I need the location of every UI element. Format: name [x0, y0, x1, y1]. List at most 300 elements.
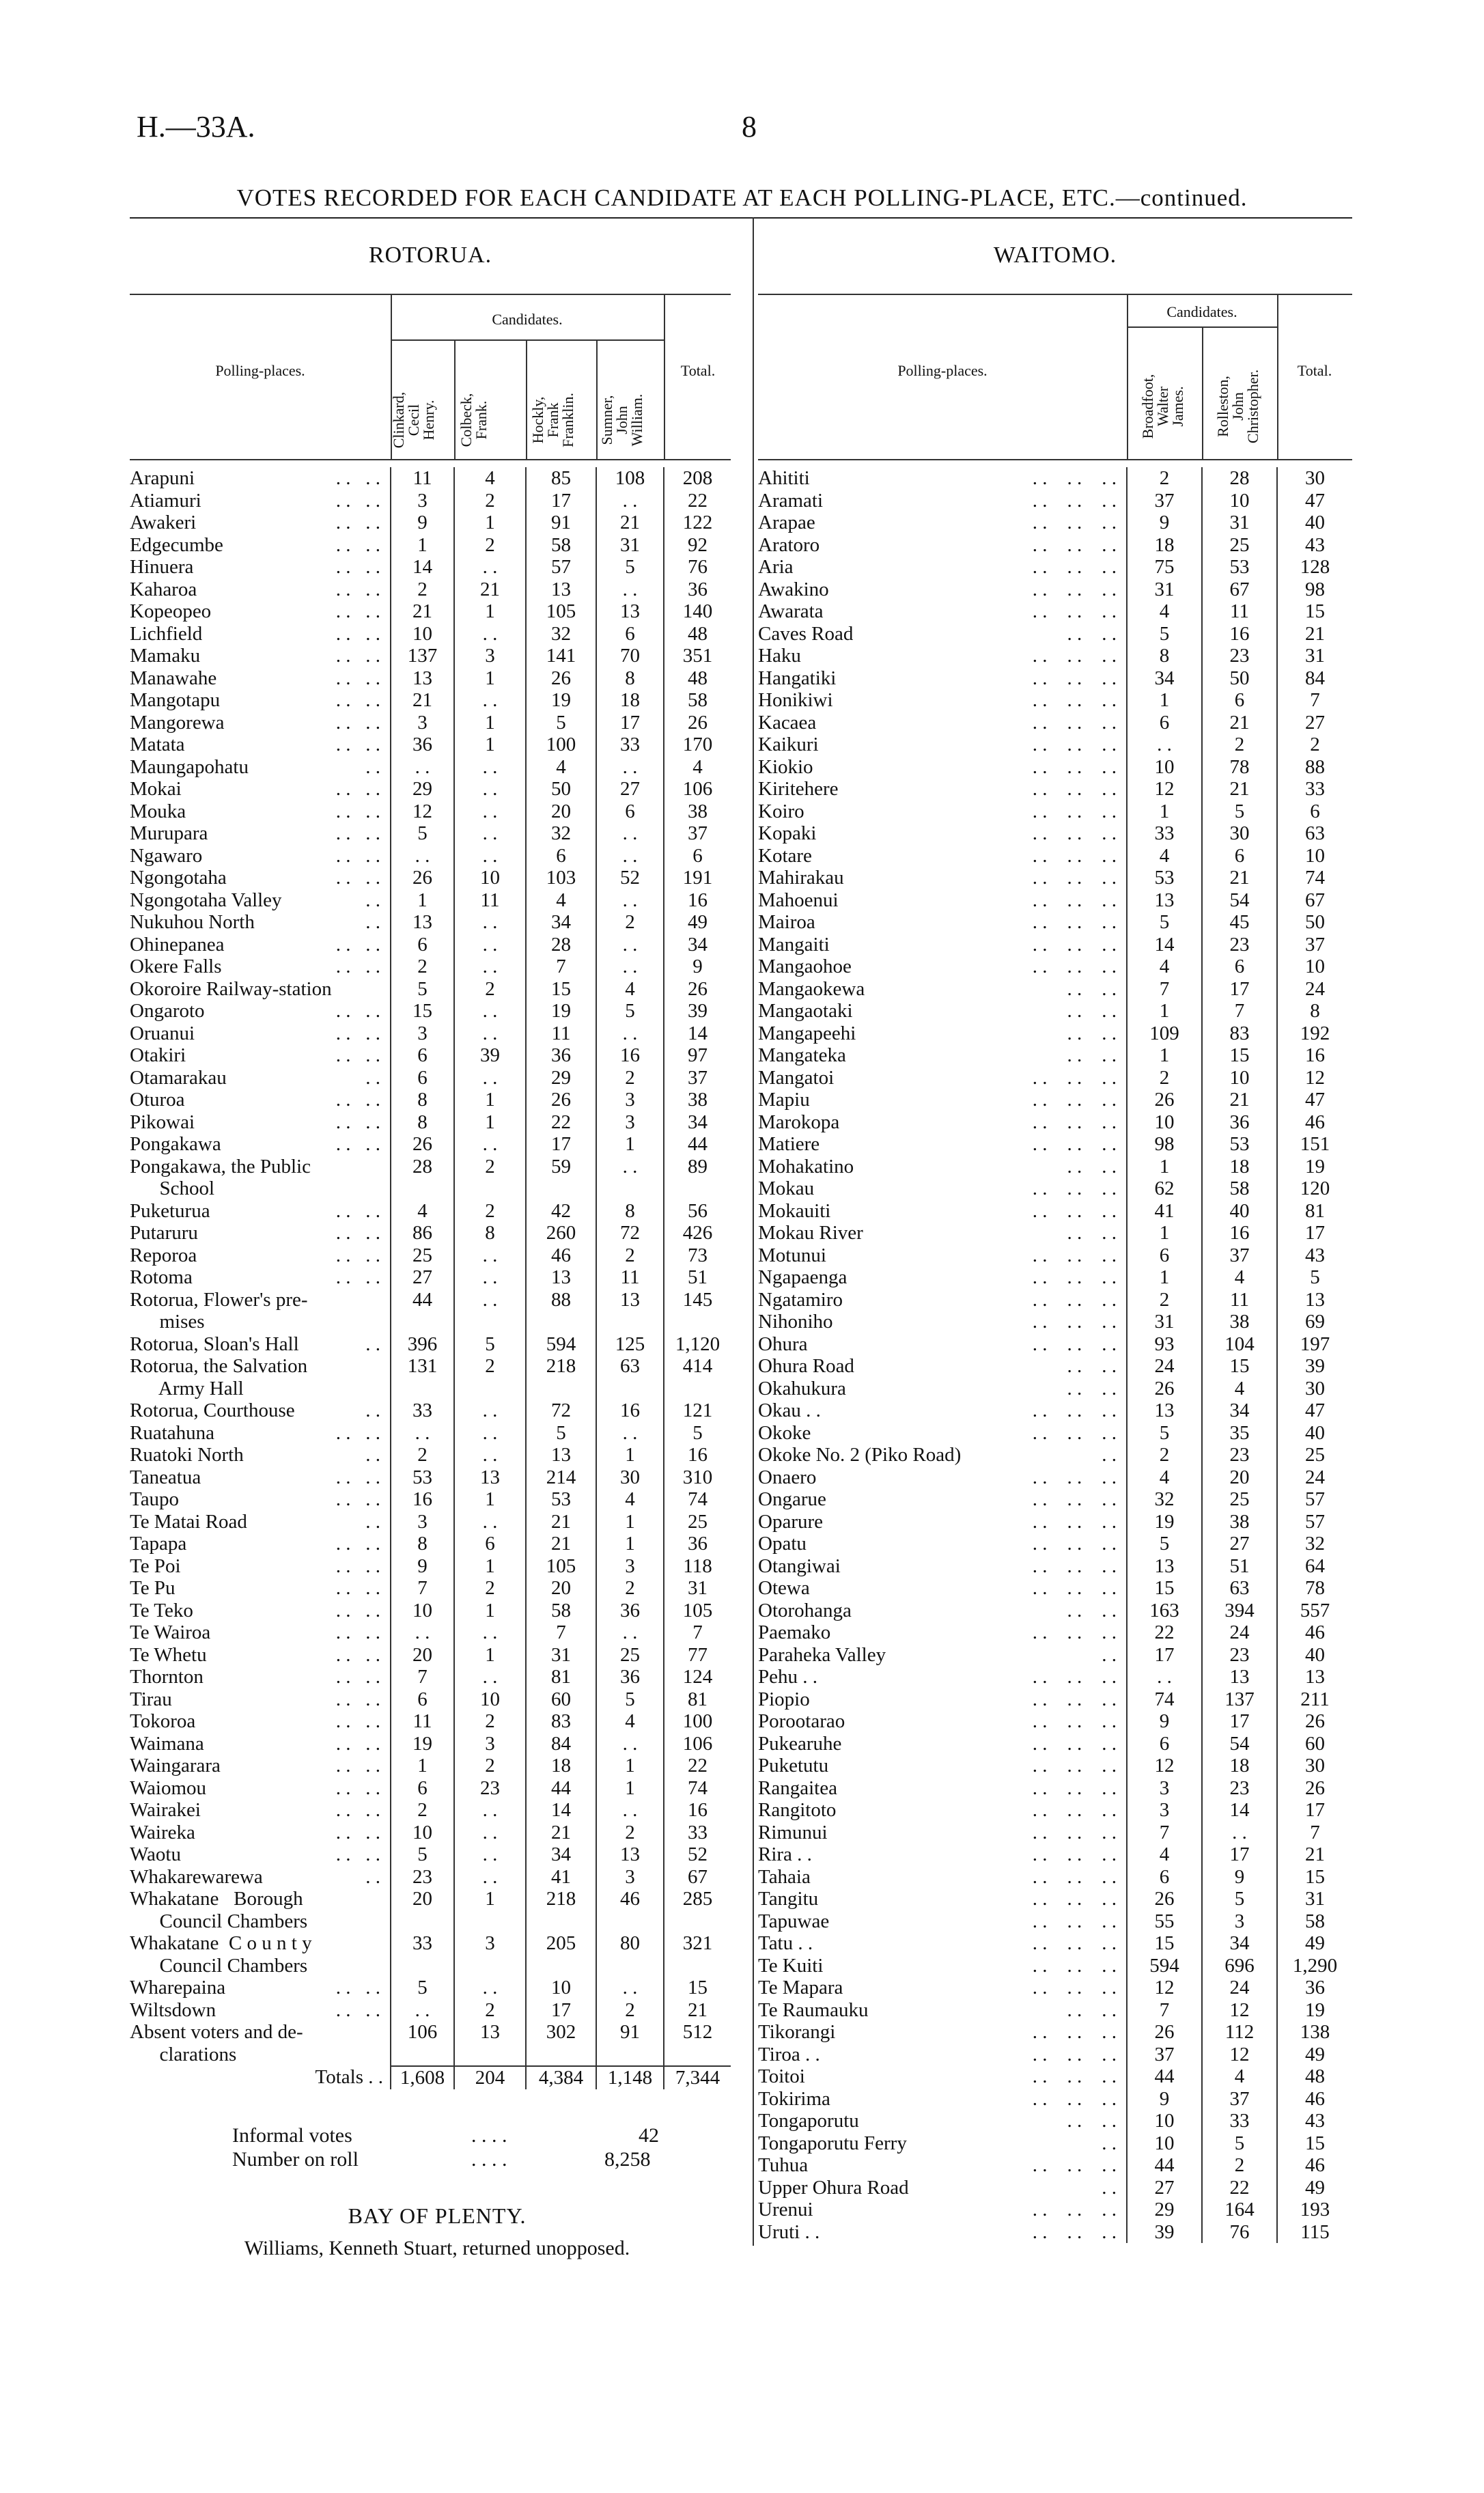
table-row [758, 490, 1352, 512]
table-row [758, 1577, 1352, 1600]
candidate-votes: 1 [1127, 1156, 1202, 1178]
candidate-votes: 23 [1202, 645, 1277, 667]
candidate-votes: 18 [1202, 1156, 1277, 1178]
table-row [758, 1466, 1352, 1489]
candidate-votes: . . [454, 756, 526, 779]
polling-place-name: Te Matai Road [130, 1510, 247, 1533]
candidate-votes: 27 [391, 1266, 454, 1289]
table-row [130, 579, 731, 601]
candidate-votes: . . [454, 1000, 526, 1022]
total-votes: 115 [1277, 2221, 1352, 2244]
leader-dots: . . . . . . [1032, 2043, 1117, 2065]
candidate-votes [596, 1378, 664, 1400]
candidate-votes: 7 [1127, 978, 1202, 1001]
candidate-votes: 7 [391, 1577, 454, 1600]
leader-dots: . . [365, 911, 380, 933]
polling-place-name: Mangatoi [758, 1066, 835, 1089]
leader-dots: . . . . . . [1032, 867, 1117, 889]
candidate-votes: 53 [1202, 556, 1277, 579]
candidate-votes: 2 [596, 1999, 664, 2022]
polling-place-name: Aramati [758, 489, 824, 512]
candidate-votes: 15 [526, 978, 596, 1001]
polling-place-cell [758, 1178, 1127, 1200]
candidate-votes: 1 [454, 1111, 526, 1134]
candidate-votes: 76 [1202, 2221, 1277, 2244]
total-votes: 26 [664, 712, 731, 734]
polling-place-name: Putaruru [130, 1222, 198, 1244]
leader-dots: . . . . . . [1032, 1977, 1117, 1998]
polling-place-name: Paraheka Valley [758, 1643, 886, 1666]
polling-place-name: Hinuera [130, 556, 194, 578]
candidate-votes: 17 [596, 712, 664, 734]
candidate-votes [454, 1378, 526, 1400]
polling-place-cell [758, 1133, 1127, 1156]
polling-place-cell [758, 1888, 1127, 1910]
total-votes: 25 [664, 1511, 731, 1533]
leader-dots: . . . . . . [1032, 1111, 1117, 1133]
candidate-votes: 60 [526, 1688, 596, 1711]
candidate-votes: 88 [526, 1289, 596, 1311]
candidate-votes: 2 [1127, 467, 1202, 490]
table-row [130, 1888, 731, 1910]
polling-place-cell [130, 911, 391, 934]
total-votes: 58 [664, 689, 731, 712]
candidate-votes: 12 [1202, 2044, 1277, 2066]
leader-dots: . . . . . . [1032, 1777, 1117, 1799]
polling-place-name: Te Teko [130, 1599, 193, 1621]
table-row [758, 1378, 1352, 1400]
table-row [758, 1200, 1352, 1223]
polling-place-cell [758, 2088, 1127, 2111]
total-votes: 34 [664, 934, 731, 956]
table-row [130, 1444, 731, 1466]
candidate-votes [596, 1955, 664, 1977]
candidate-votes: 4 [596, 1710, 664, 1733]
candidate-votes: 11 [1202, 600, 1277, 623]
polling-place-name: Te Pu [130, 1577, 176, 1599]
polling-place-name: mises [130, 1311, 205, 1333]
total-votes: 5 [1277, 1266, 1352, 1289]
candidate-votes: 3 [596, 1089, 664, 1111]
total-votes: 13 [1277, 1289, 1352, 1311]
total-votes: 124 [664, 1666, 731, 1688]
candidate-votes: 13 [1127, 1555, 1202, 1578]
candidate-votes: 13 [526, 1266, 596, 1289]
polling-place-cell [130, 667, 391, 690]
candidate-votes [391, 1311, 454, 1333]
candidate-votes [391, 1378, 454, 1400]
candidate-votes: 16 [1202, 623, 1277, 645]
polling-place-name: Mangateka [758, 1044, 846, 1066]
candidate-votes: 22 [1127, 1621, 1202, 1644]
candidate-votes: 24 [1202, 1977, 1277, 1999]
waitomo-title: WAITOMO. [993, 242, 1117, 268]
candidate-votes: 4 [526, 889, 596, 912]
total-votes: 38 [664, 800, 731, 823]
candidate-votes: 12 [1127, 778, 1202, 800]
candidate-votes [526, 1178, 596, 1200]
table-row [130, 1710, 731, 1733]
total-votes: 67 [1277, 889, 1352, 912]
polling-place-name: Ngapaenga [758, 1266, 848, 1288]
candidate-votes: 55 [1127, 1910, 1202, 1933]
total-votes: 43 [1277, 1244, 1352, 1267]
polling-place-cell [130, 1133, 391, 1156]
polling-place-name: Ngatamiro [758, 1288, 843, 1311]
candidate-votes: 3 [391, 490, 454, 512]
candidate-votes: 23 [1202, 1777, 1277, 1800]
polling-place-cell [758, 2021, 1127, 2044]
total-votes: 63 [1277, 822, 1352, 845]
candidate-votes: 3 [391, 712, 454, 734]
top-rule [130, 217, 1352, 219]
candidate-votes: 3 [1127, 1799, 1202, 1822]
total-votes: 285 [664, 1888, 731, 1910]
polling-place-cell [130, 534, 391, 557]
leader-dots: . . [365, 1444, 380, 1466]
polling-place-cell [130, 1799, 391, 1822]
candidate-votes: 46 [596, 1888, 664, 1910]
candidate-votes: . . [596, 1977, 664, 1999]
table-row [758, 756, 1352, 779]
polling-place-cell [758, 712, 1127, 734]
candidate-votes: 50 [526, 778, 596, 800]
polling-place-name: Awakeri [130, 512, 197, 533]
candidate-votes [596, 1311, 664, 1333]
candidate-votes: 35 [1202, 1422, 1277, 1445]
polling-place-name: Puketutu [758, 1755, 829, 1777]
polling-place-cell [758, 2065, 1127, 2088]
candidate-votes: . . [454, 778, 526, 800]
candidate-votes: 84 [526, 1733, 596, 1755]
candidate-votes: 125 [596, 1333, 664, 1356]
polling-place-name: Te Whetu [130, 1643, 207, 1666]
polling-place-cell [758, 579, 1127, 601]
total-votes: 46 [1277, 1111, 1352, 1134]
polling-place-name: Okoke No. 2 (Piko Road) [758, 1444, 962, 1466]
polling-place-name: Te Mapara [758, 1977, 843, 1998]
total-votes: 33 [664, 1822, 731, 1844]
candidate-votes: 25 [391, 1244, 454, 1267]
table-row [758, 2199, 1352, 2221]
candidate-votes: 2 [454, 978, 526, 1001]
total-votes: 138 [1277, 2021, 1352, 2044]
total-votes: 192 [1277, 1022, 1352, 1045]
polling-place-name: Thornton [130, 1666, 204, 1688]
table-row [758, 2021, 1352, 2044]
total-votes [664, 1910, 731, 1933]
polling-place-name: Hangatiki [758, 667, 837, 689]
candidate-votes: 72 [596, 1222, 664, 1244]
candidate-votes: 3 [391, 1511, 454, 1533]
candidate-votes: 6 [391, 1688, 454, 1711]
candidate-votes: 6 [1202, 956, 1277, 978]
candidate-votes: 8 [1127, 645, 1202, 667]
candidate-votes: 1 [596, 1133, 664, 1156]
candidate-votes: 1 [454, 512, 526, 534]
leader-dots: . . . . . . [1032, 467, 1117, 489]
polling-place-cell [130, 467, 391, 490]
table-row [758, 1000, 1352, 1022]
candidate-votes: 44 [526, 1777, 596, 1800]
leader-dots: . . . . [335, 1533, 380, 1555]
candidate-votes: 4 [1127, 1843, 1202, 1866]
polling-place-cell [758, 2199, 1127, 2221]
leader-dots: . . . . [1067, 1599, 1117, 1621]
table-row [758, 1244, 1352, 1267]
candidate-votes: 21 [391, 600, 454, 623]
polling-place-name: Tiroa . . [758, 2043, 820, 2065]
polling-place-name: Rangitoto [758, 1799, 837, 1821]
candidate-votes [454, 2044, 526, 2067]
total-votes: 197 [1277, 1333, 1352, 1356]
polling-place-name: Whakarewarewa [130, 1865, 263, 1888]
total-votes: 88 [1277, 756, 1352, 779]
polling-place-name: Aratoro [758, 533, 820, 556]
candidate-votes: 163 [1127, 1600, 1202, 1622]
leader-dots: . . . . [335, 1022, 380, 1044]
candidate-votes: 27 [1127, 2177, 1202, 2199]
candidate-votes: 21 [526, 1822, 596, 1844]
candidate-votes: 13 [391, 911, 454, 934]
leader-dots: . . . . [335, 512, 380, 533]
total-votes: 36 [664, 579, 731, 601]
table-row [130, 689, 731, 712]
leader-dots: . . . . [335, 533, 380, 556]
candidate-votes: 32 [1127, 1488, 1202, 1511]
table-row [130, 534, 731, 557]
polling-place-cell [130, 579, 391, 601]
table-row [130, 1666, 731, 1688]
total-votes: 10 [1277, 845, 1352, 867]
total-votes: 32 [1277, 1533, 1352, 1555]
candidate-votes: 1 [596, 1444, 664, 1466]
polling-place-cell [130, 1178, 391, 1200]
table-row [758, 2088, 1352, 2111]
polling-place-name: Ohura [758, 1333, 808, 1355]
total-votes: 47 [1277, 1089, 1352, 1111]
candidate-votes: 1 [1127, 689, 1202, 712]
candidate-votes: 20 [391, 1644, 454, 1667]
candidate-votes: 104 [1202, 1333, 1277, 1356]
candidate-votes: 17 [526, 490, 596, 512]
candidate-votes: 1 [454, 600, 526, 623]
candidate-votes: 91 [596, 2021, 664, 2044]
candidate-votes: 4 [1202, 1266, 1277, 1289]
polling-place-cell [758, 1333, 1127, 1356]
candidate-votes: 10 [454, 867, 526, 889]
leader-dots: . . . . [335, 1577, 380, 1599]
total-votes: 49 [1277, 2044, 1352, 2066]
polling-place-cell [758, 1355, 1127, 1378]
leader-dots: . . . . . . [1032, 1466, 1117, 1488]
candidate-votes: 17 [1202, 1843, 1277, 1866]
polling-place-name: Edgecumbe [130, 533, 223, 556]
candidate-votes: 2 [1202, 2154, 1277, 2177]
candidate-votes: 53 [391, 1466, 454, 1489]
candidate-votes: 105 [526, 600, 596, 623]
leader-dots: . . . . [335, 1222, 380, 1244]
polling-place-cell [758, 534, 1127, 557]
candidate-votes: 4 [1202, 2065, 1277, 2088]
candidate-votes: 54 [1202, 889, 1277, 912]
candidate-votes: 7 [391, 1666, 454, 1688]
candidate-votes: 36 [596, 1666, 664, 1688]
polling-place-name: Ruatahuna [130, 1421, 215, 1444]
polling-place-name: Matiere [758, 1133, 820, 1155]
leader-dots: . . . . . . [1032, 1266, 1117, 1288]
candidate-votes: . . [596, 1799, 664, 1822]
leader-dots: . . [365, 1333, 380, 1355]
candidate-votes: 75 [1127, 556, 1202, 579]
candidate-votes: 36 [596, 1600, 664, 1622]
candidate-votes: 5 [596, 556, 664, 579]
candidate-votes: 2 [454, 1156, 526, 1178]
polling-place-cell [758, 934, 1127, 956]
polling-place-name: Tahaia [758, 1865, 811, 1888]
table-row [758, 1843, 1352, 1866]
candidate-votes: . . [596, 1422, 664, 1445]
polling-place-cell [130, 490, 391, 512]
candidate-votes: 11 [391, 1710, 454, 1733]
polling-place-cell [758, 1067, 1127, 1089]
candidate-votes: 13 [596, 600, 664, 623]
leader-dots: . . . . [335, 1199, 380, 1222]
polling-place-cell [758, 556, 1127, 579]
leader-dots: . . . . . . [1032, 1421, 1117, 1444]
polling-place-name: Arapuni [130, 467, 195, 489]
rotorua-header-vline [596, 339, 598, 459]
leader-dots: . . . . . . [1032, 1954, 1117, 1977]
totals-value: 7,344 [664, 2066, 731, 2089]
candidate-votes: 13 [1127, 889, 1202, 912]
leader-dots: . . . . [335, 1488, 380, 1510]
rotorua-candidates-header: Candidates. [492, 311, 563, 328]
candidate-votes: 31 [526, 1644, 596, 1667]
candidate-votes: 12 [1127, 1755, 1202, 1777]
candidate-votes: 7 [1127, 1999, 1202, 2022]
candidate-votes: 3 [454, 645, 526, 667]
candidate-votes: 10 [526, 1977, 596, 1999]
polling-place-cell [758, 1266, 1127, 1289]
polling-place-cell [130, 1511, 391, 1533]
polling-place-cell [758, 1444, 1127, 1466]
table-row [758, 1888, 1352, 1910]
polling-place-name: Rotorua, the Salvation [130, 1355, 308, 1377]
leader-dots: . . . . . . [1032, 734, 1117, 755]
candidate-votes: 17 [1202, 1710, 1277, 1733]
total-votes: 106 [664, 1733, 731, 1755]
candidate-votes: 26 [391, 1133, 454, 1156]
candidate-votes: 10 [391, 623, 454, 645]
polling-place-name: Tokoroa [130, 1710, 196, 1732]
table-row [758, 1621, 1352, 1644]
table-row [758, 822, 1352, 845]
total-votes: 69 [1277, 1311, 1352, 1333]
polling-place-name: Uruti . . [758, 2220, 820, 2243]
total-votes: 21 [664, 1999, 731, 2022]
candidate-votes: 5 [526, 712, 596, 734]
leader-dots: . . . . [335, 1111, 380, 1133]
leader-dots: . . . . [335, 1089, 380, 1111]
polling-place-name: Waotu [130, 1843, 181, 1865]
polling-place-cell [758, 889, 1127, 912]
waitomo-total-header: Total. [1297, 362, 1332, 379]
candidate-votes: . . [391, 845, 454, 867]
table-row [758, 1910, 1352, 1933]
candidate-votes: 21 [1202, 1089, 1277, 1111]
candidate-votes: 1 [454, 1644, 526, 1667]
polling-place-name: Ngawaro [130, 844, 203, 867]
table-row [758, 1999, 1352, 2022]
candidate-votes: . . [454, 1289, 526, 1311]
candidate-votes: . . [454, 1422, 526, 1445]
table-row [130, 1555, 731, 1578]
total-votes: 208 [664, 467, 731, 490]
candidate-votes: 6 [1202, 689, 1277, 712]
table-row [130, 889, 731, 912]
table-row [758, 1266, 1352, 1289]
table-row [130, 1932, 731, 1955]
candidate-votes: 13 [1202, 1666, 1277, 1688]
leader-dots: . . . . . . [1032, 1399, 1117, 1421]
polling-place-name: Te Raumauku [758, 1998, 869, 2021]
leader-dots: . . . . [335, 1710, 380, 1732]
candidate-votes: 78 [1202, 756, 1277, 779]
candidate-votes: . . [454, 689, 526, 712]
table-row [758, 579, 1352, 601]
candidate-votes: 25 [1202, 1488, 1277, 1511]
candidate-votes: 44 [1127, 2154, 1202, 2177]
candidate-votes: . . [391, 1422, 454, 1445]
table-row [758, 1222, 1352, 1244]
table-row [758, 778, 1352, 800]
polling-place-name: Pikowai [130, 1111, 195, 1133]
candidate-votes: . . [596, 1621, 664, 1644]
candidate-votes: 6 [1127, 1244, 1202, 1267]
polling-place-name: Okere Falls [130, 956, 222, 977]
polling-place-cell [130, 1955, 391, 1977]
total-votes: 1,290 [1277, 1955, 1352, 1977]
candidate-votes: 44 [1127, 2065, 1202, 2088]
total-votes [664, 2044, 731, 2067]
table-row [758, 1488, 1352, 1511]
table-row [130, 1333, 731, 1356]
table-row [130, 845, 731, 867]
polling-place-cell [758, 2132, 1127, 2155]
polling-place-cell [758, 1955, 1127, 1977]
candidate-votes: 2 [391, 1444, 454, 1466]
polling-place-cell [758, 1600, 1127, 1622]
total-votes: 4 [664, 756, 731, 779]
table-row [130, 467, 731, 490]
total-votes: 33 [1277, 778, 1352, 800]
polling-place-cell [758, 1733, 1127, 1755]
leader-dots: . . . . [335, 1688, 380, 1710]
polling-place-cell [758, 689, 1127, 712]
table-row [758, 2221, 1352, 2244]
leader-dots: . . . . . . [1032, 1178, 1117, 1199]
candidate-votes: 21 [454, 579, 526, 601]
candidate-votes: 31 [1127, 579, 1202, 601]
leader-dots: . . . . . . [1032, 1666, 1117, 1688]
polling-place-cell [130, 956, 391, 978]
candidate-votes: . . [454, 1843, 526, 1866]
candidate-votes: 5 [1202, 800, 1277, 823]
table-row [130, 1977, 731, 1999]
candidate-votes: 93 [1127, 1333, 1202, 1356]
candidate-votes: 83 [526, 1710, 596, 1733]
